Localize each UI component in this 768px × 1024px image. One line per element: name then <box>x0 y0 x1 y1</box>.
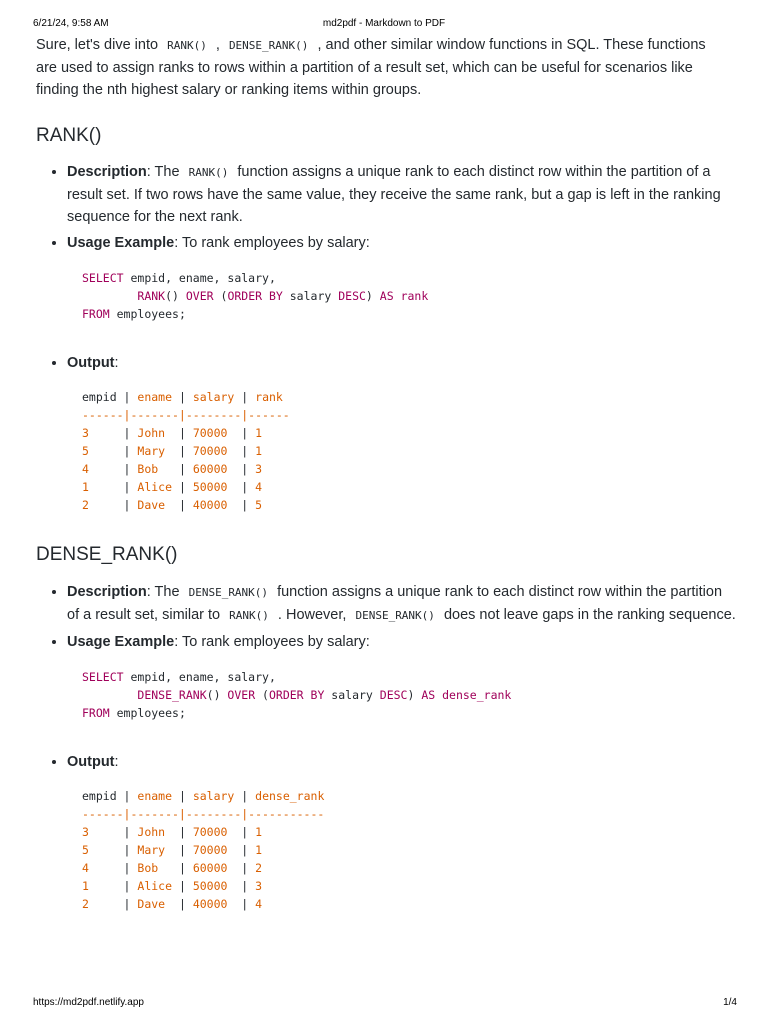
table-cell: 3 <box>82 426 124 440</box>
table-cell: 1 <box>248 825 263 839</box>
section-heading-rank: RANK() <box>36 125 102 146</box>
usage-item: • Usage Example: To rank employees by salary: <box>67 232 736 254</box>
table-header-cell: ename <box>130 390 179 404</box>
table-cell: 2 <box>248 861 263 875</box>
description-item: • Description: The DENSE_RANK() function assigns a unique rank to each distinct row within the partition of a result set, similar to RANK() . However, DENSE_RANK() does not leave gaps in the ranking sequence. <box>67 581 736 627</box>
table-header-cell: salary <box>185 789 242 803</box>
inline-code: RANK() <box>188 166 229 179</box>
code-block-dense-rank: SELECT empid, ename, salary, DENSE_RANK() OVER (ORDER BY salary DESC) AS dense_rank FROM employees; <box>82 670 512 720</box>
output-list <box>36 352 736 374</box>
table-cell: 4 <box>248 480 263 494</box>
output-table-dense-rank: empid | ename | salary | dense_rank ------|-------|--------|----------- 3 | John | 70000 | 1 5 | Mary | 70000 | 1 4 | Bob | 60000 | 2 1 | Alice | 50000 | 3 2 | Dave | 40000 | 4 <box>82 789 325 911</box>
table-cell: 5 <box>82 444 124 458</box>
table-cell: 3 <box>248 462 263 476</box>
table-cell: 50000 <box>185 879 242 893</box>
rank-list <box>36 161 736 254</box>
table-cell: 1 <box>82 480 124 494</box>
table-cell: 4 <box>248 897 263 911</box>
table-cell: 4 <box>82 861 124 875</box>
output-table-rank: empid | ename | salary | rank ------|-------|--------|------ 3 | John | 70000 | 1 5 | Mary | 70000 | 1 4 | Bob | 60000 | 3 1 | Alice | 50000 | 4 2 | Dave | 40000 | 5 <box>82 390 290 512</box>
table-cell: 60000 <box>185 462 242 476</box>
output-list <box>36 751 736 773</box>
table-cell: 1 <box>248 426 263 440</box>
table-separator: ------|-------|--------|----------- <box>82 807 325 821</box>
print-title: md2pdf - Markdown to PDF <box>322 18 446 29</box>
table-cell: Alice <box>130 480 179 494</box>
output-item: • Output: <box>67 751 736 773</box>
print-url: https://md2pdf.netlify.app <box>33 997 144 1008</box>
table-cell: John <box>130 825 179 839</box>
inline-code: DENSE_RANK() <box>188 586 269 599</box>
table-cell: 5 <box>82 843 124 857</box>
table-cell: 4 <box>82 462 124 476</box>
code-block-rank: SELECT empid, ename, salary, RANK() OVER (ORDER BY salary DESC) AS rank FROM employees; <box>82 271 429 321</box>
table-cell: John <box>130 426 179 440</box>
intro-paragraph: Sure, let's dive into RANK() , DENSE_RANK() , and other similar window functions in SQL. These functions are used to assign ranks to rows within a partition of a result set, which can be useful for scenarios like finding the nth highest salary or ranking items within groups. <box>36 37 706 98</box>
table-cell: 40000 <box>185 498 242 512</box>
table-cell: 70000 <box>185 444 242 458</box>
table-cell: Dave <box>130 498 179 512</box>
table-cell: 1 <box>82 879 124 893</box>
print-date: 6/21/24, 9:58 AM <box>33 18 109 29</box>
description-item: • Description: The RANK() function assigns a unique rank to each distinct row within the partition of a result set. If two rows have the same value, they receive the same rank, but a gap is left in the ranking sequence for the next rank. <box>67 161 736 228</box>
table-cell: Bob <box>130 861 179 875</box>
table-header-cell: ename <box>130 789 179 803</box>
table-separator: ------|-------|--------|------ <box>82 408 290 422</box>
table-cell: Mary <box>130 444 179 458</box>
inline-code: DENSE_RANK() <box>228 39 309 52</box>
table-header-cell: empid <box>82 390 124 404</box>
document-body <box>36 34 736 913</box>
section-heading-dense-rank: DENSE_RANK() <box>36 544 178 565</box>
table-cell: 3 <box>82 825 124 839</box>
table-cell: 70000 <box>185 825 242 839</box>
table-header-cell: rank <box>248 390 283 404</box>
table-cell: 40000 <box>185 897 242 911</box>
output-item: • Output: <box>67 352 736 374</box>
table-cell: 50000 <box>185 480 242 494</box>
table-cell: Alice <box>130 879 179 893</box>
table-cell: 3 <box>248 879 263 893</box>
inline-code: RANK() <box>167 39 207 52</box>
page-number: 1/4 <box>723 997 737 1008</box>
table-cell: 2 <box>82 498 124 512</box>
table-cell: Dave <box>130 897 179 911</box>
usage-item: • Usage Example: To rank employees by salary: <box>67 631 736 653</box>
table-cell: 2 <box>82 897 124 911</box>
table-cell: 60000 <box>185 861 242 875</box>
table-header-cell: salary <box>185 390 242 404</box>
table-cell: Bob <box>130 462 179 476</box>
table-cell: 1 <box>248 444 263 458</box>
table-cell: 1 <box>248 843 263 857</box>
table-header-cell: dense_rank <box>248 789 325 803</box>
inline-code: DENSE_RANK() <box>355 609 435 622</box>
table-cell: Mary <box>130 843 179 857</box>
table-header-cell: empid <box>82 789 124 803</box>
table-cell: 70000 <box>185 843 242 857</box>
table-cell: 70000 <box>185 426 242 440</box>
inline-code: RANK() <box>229 609 269 622</box>
table-cell: 5 <box>248 498 263 512</box>
dense-rank-list <box>36 581 736 653</box>
